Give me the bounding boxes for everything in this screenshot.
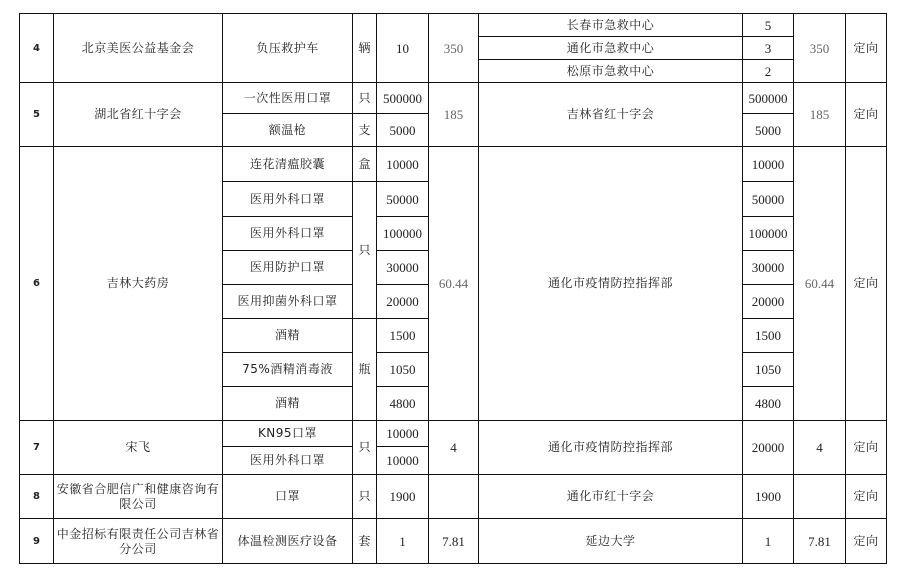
recipient-qty: 20000 xyxy=(742,420,793,474)
item-name: 医用抑菌外科口罩 xyxy=(222,284,352,318)
item-value: 7.81 xyxy=(428,518,478,564)
item-qty: 20000 xyxy=(376,284,428,318)
donor-name: 宋飞 xyxy=(53,420,222,474)
item-unit: 只 xyxy=(352,474,376,518)
item-qty: 10000 xyxy=(376,420,428,446)
item-name: 一次性医用口罩 xyxy=(222,82,352,113)
item-unit: 辆 xyxy=(352,13,376,82)
recipient-name: 通化市红十字会 xyxy=(478,474,742,518)
item-unit: 只 xyxy=(352,82,376,113)
recipient-qty: 5000 xyxy=(742,113,793,146)
recipient-value: 350 xyxy=(793,13,845,82)
item-qty: 10000 xyxy=(376,146,428,181)
recipient-name: 松原市急救中心 xyxy=(478,59,742,82)
item-name: 医用外科口罩 xyxy=(222,216,352,250)
recipient-name: 延边大学 xyxy=(478,518,742,564)
item-name: 额温枪 xyxy=(222,113,352,146)
item-qty: 30000 xyxy=(376,250,428,284)
recipient-value xyxy=(793,474,845,518)
recipient-qty: 10000 xyxy=(742,146,793,181)
recipient-qty: 4800 xyxy=(742,386,793,420)
item-value: 60.44 xyxy=(428,146,478,420)
item-qty: 1 xyxy=(376,518,428,564)
method: 定向 xyxy=(845,82,886,146)
method: 定向 xyxy=(845,420,886,474)
method: 定向 xyxy=(845,518,886,564)
recipient-name: 通化市急救中心 xyxy=(478,36,742,59)
recipient-value: 185 xyxy=(793,82,845,146)
item-value xyxy=(428,474,478,518)
item-name: 口罩 xyxy=(222,474,352,518)
item-qty: 1050 xyxy=(376,352,428,386)
recipient-qty: 1900 xyxy=(742,474,793,518)
recipient-qty: 1050 xyxy=(742,352,793,386)
recipient-qty: 1500 xyxy=(742,318,793,352)
recipient-name: 通化市疫情防控指挥部 xyxy=(478,146,742,420)
recipient-qty: 500000 xyxy=(742,82,793,113)
item-unit: 盒 xyxy=(352,146,376,181)
donor-name: 湖北省红十字会 xyxy=(53,82,222,146)
method: 定向 xyxy=(845,474,886,518)
item-qty: 1500 xyxy=(376,318,428,352)
row-index: 7 xyxy=(19,420,53,474)
recipient-qty: 1 xyxy=(742,518,793,564)
item-qty: 10 xyxy=(376,13,428,82)
item-unit: 只 xyxy=(352,181,376,318)
donor-name: 吉林大药房 xyxy=(53,146,222,420)
recipient-name: 吉林省红十字会 xyxy=(478,82,742,146)
row-index: 5 xyxy=(19,82,53,146)
row-index: 8 xyxy=(19,474,53,518)
item-value: 350 xyxy=(428,13,478,82)
recipient-name: 长春市急救中心 xyxy=(478,13,742,36)
recipient-qty: 3 xyxy=(742,36,793,59)
item-qty: 50000 xyxy=(376,181,428,216)
method: 定向 xyxy=(845,13,886,82)
item-unit: 只 xyxy=(352,420,376,474)
recipient-value: 4 xyxy=(793,420,845,474)
item-value: 4 xyxy=(428,420,478,474)
item-qty: 5000 xyxy=(376,113,428,146)
recipient-name: 通化市疫情防控指挥部 xyxy=(478,420,742,474)
item-name: 酒精 xyxy=(222,386,352,420)
item-name: 医用外科口罩 xyxy=(222,446,352,474)
recipient-qty: 100000 xyxy=(742,216,793,250)
item-unit: 瓶 xyxy=(352,318,376,420)
item-unit: 支 xyxy=(352,113,376,146)
recipient-qty: 30000 xyxy=(742,250,793,284)
donor-name: 北京美医公益基金会 xyxy=(53,13,222,82)
item-qty: 4800 xyxy=(376,386,428,420)
item-name: 75%酒精消毒液 xyxy=(222,352,352,386)
table-border-right xyxy=(886,13,887,564)
row-index: 9 xyxy=(19,518,53,564)
item-name: 酒精 xyxy=(222,318,352,352)
item-name: KN95口罩 xyxy=(222,420,352,446)
table-border-bottom xyxy=(19,563,887,564)
item-name: 负压救护车 xyxy=(222,13,352,82)
item-qty: 10000 xyxy=(376,446,428,474)
donor-name: 安徽省合肥信广和健康咨询有限公司 xyxy=(53,474,222,518)
recipient-value: 60.44 xyxy=(793,146,845,420)
recipient-qty: 20000 xyxy=(742,284,793,318)
method: 定向 xyxy=(845,146,886,420)
recipient-qty: 2 xyxy=(742,59,793,82)
donor-name: 中金招标有限责任公司吉林省分公司 xyxy=(53,518,222,564)
row-index: 6 xyxy=(19,146,53,420)
item-name: 连花清瘟胶囊 xyxy=(222,146,352,181)
item-value: 185 xyxy=(428,82,478,146)
item-qty: 500000 xyxy=(376,82,428,113)
item-unit: 套 xyxy=(352,518,376,564)
item-name: 医用外科口罩 xyxy=(222,181,352,216)
item-qty: 100000 xyxy=(376,216,428,250)
recipient-qty: 5 xyxy=(742,13,793,36)
recipient-qty: 50000 xyxy=(742,181,793,216)
item-qty: 1900 xyxy=(376,474,428,518)
recipient-value: 7.81 xyxy=(793,518,845,564)
item-name: 医用防护口罩 xyxy=(222,250,352,284)
item-name: 体温检测医疗设备 xyxy=(222,518,352,564)
row-index: 4 xyxy=(19,13,53,82)
